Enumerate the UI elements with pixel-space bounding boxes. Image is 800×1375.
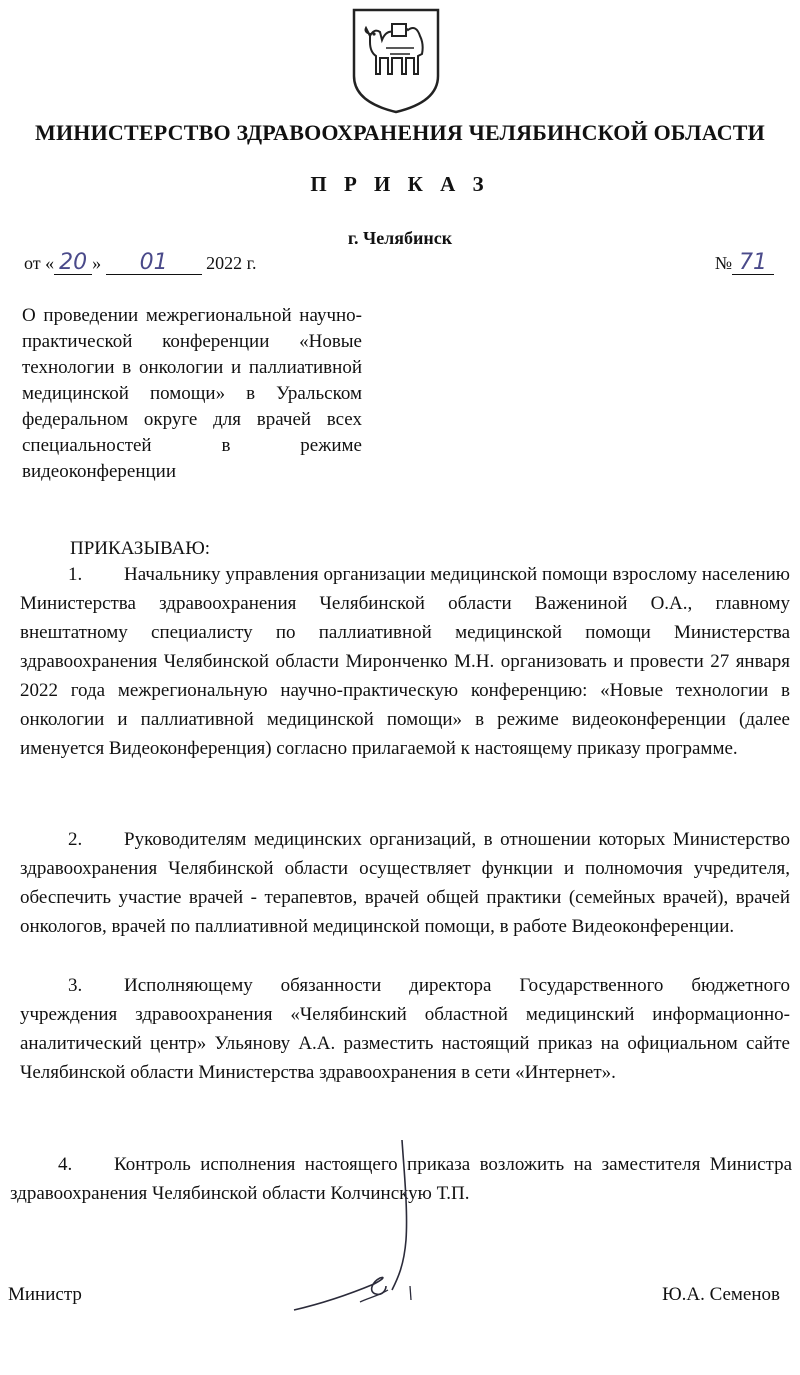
paragraph-text: Исполняющему обязанности директора Государственного бюджетного учреждения здравоохранения «Челябинский областной медицинский информационно-аналитический центр» Ульянову А.А. разместить настоящий приказ на официальном сайте Челябинской области Министерства здравоохранения в сети «Интернет». bbox=[20, 975, 790, 1083]
coat-of-arms-icon bbox=[350, 6, 442, 114]
signer-position: Министр bbox=[8, 1284, 82, 1305]
city-label: г. Челябинск bbox=[347, 228, 453, 248]
date-prefix: от bbox=[24, 253, 41, 273]
paragraph-text: Руководителям медицинских организаций, в отношении которых Министерство здравоохранения Челябинской области осуществляет функции и полномочия учредителя, обеспечить участие врачей - терапевтов, врачей общей практики (семейных врачей), врачей онкологов, врачей по паллиативной медицинской помощи, в работе Видеоконференции. bbox=[20, 829, 790, 937]
document-type-title: П Р И К А З bbox=[310, 172, 490, 196]
order-number bbox=[715, 252, 774, 275]
handwritten-signature-icon bbox=[290, 1140, 430, 1375]
date-month: 01 bbox=[106, 252, 202, 275]
paragraph-1 bbox=[20, 560, 790, 763]
paragraph-number: 3. bbox=[68, 975, 83, 996]
signer-name: Ю.А. Семенов bbox=[662, 1284, 780, 1305]
order-number-value: 71 bbox=[732, 252, 774, 275]
ministry-name: МИНИСТЕРСТВО ЗДРАВООХРАНЕНИЯ ЧЕЛЯБИНСКОЙ ОБЛАСТИ bbox=[35, 120, 765, 145]
date-day: 20 bbox=[54, 252, 92, 275]
paragraph-text: Контроль исполнения настоящего приказа возложить на заместителя Министра здравоохранения Челябинской области Колчинскую Т.П. bbox=[10, 1154, 792, 1204]
paragraph-number: 1. bbox=[68, 564, 83, 585]
order-number-label: № bbox=[714, 253, 732, 273]
date-line: от « 20 » 01 2022 г. bbox=[24, 250, 257, 275]
date-year: 2022 г. bbox=[206, 253, 257, 273]
paragraph-2 bbox=[20, 825, 790, 941]
decree-heading: ПРИКАЗЫВАЮ: bbox=[70, 538, 211, 559]
paragraph-number: 4. bbox=[58, 1154, 73, 1175]
paragraph-3 bbox=[20, 971, 790, 1087]
order-subject: О проведении межрегиональной научно-практической конференции «Новые технологии в онкологии и паллиативной медицинской помощи» в Уральском федеральном округе для врачей всех специальностей в режиме видеоконференции bbox=[22, 305, 362, 482]
paragraph-number: 2. bbox=[68, 829, 83, 850]
paragraph-text: Начальнику управления организации медицинской помощи взрослому населению Министерства здравоохранения Челябинской области Важениной О.А., главному внештатному специалисту по паллиативной медицинской помощи Министерства здравоохранения Челябинской области Миронченко М.Н. организовать и провести 27 января 2022 года межрегиональную научно-практическую конференцию: «Новые технологии в онкологии и паллиативной медицинской помощи» в режиме видеоконференции (далее именуется Видеоконференция) согласно прилагаемой к настоящему приказу программе. bbox=[20, 564, 790, 759]
